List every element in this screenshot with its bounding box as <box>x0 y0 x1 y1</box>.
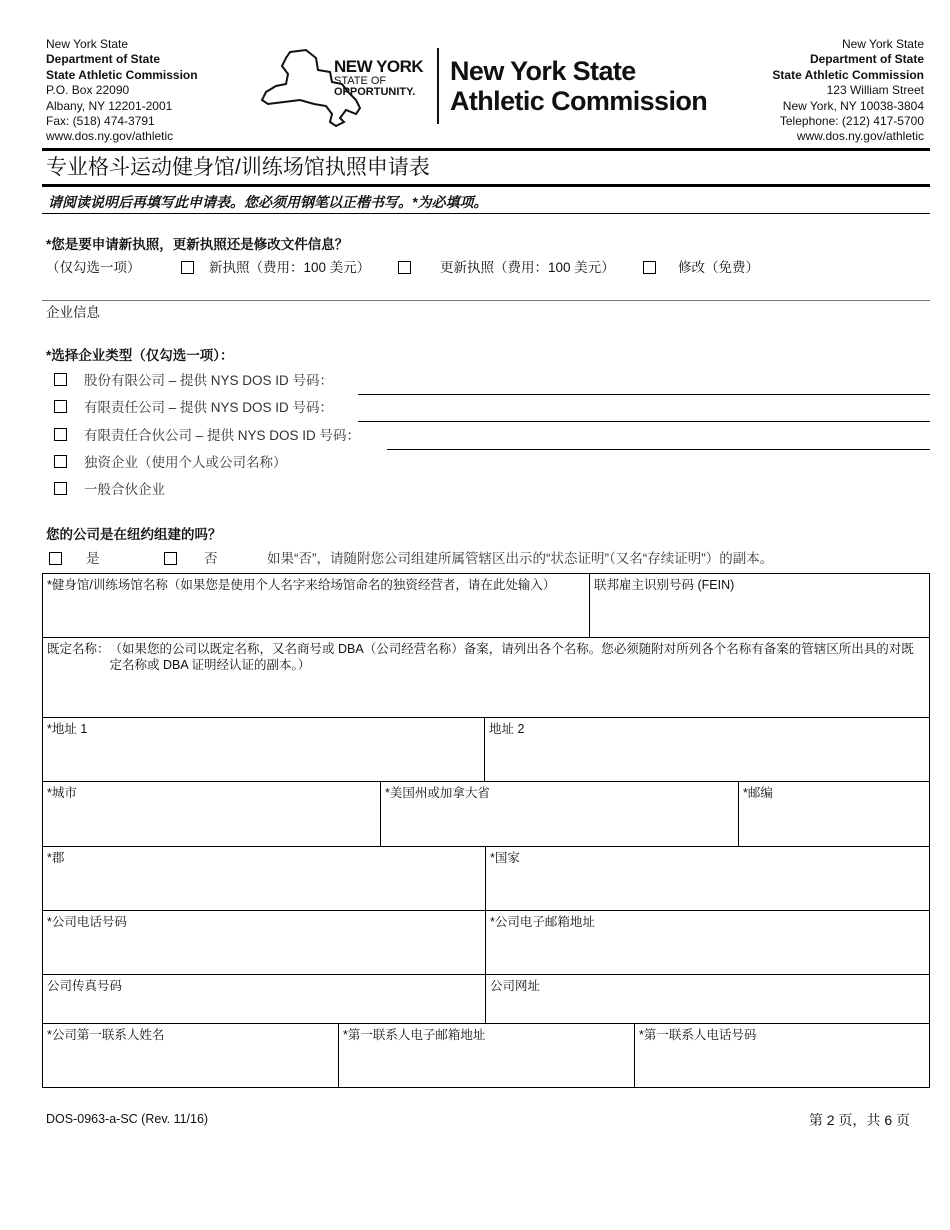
llp-checkbox[interactable] <box>54 428 67 441</box>
formed-in-ny-yes-label: 是 <box>86 551 100 566</box>
title-bottom-rule <box>42 184 930 187</box>
fax-field[interactable] <box>42 974 486 1024</box>
address1-field[interactable] <box>42 717 485 782</box>
sole-proprietorship-checkbox[interactable] <box>54 455 67 468</box>
state-label: *美国州或加拿大省 <box>385 786 490 800</box>
header-left-line: P.O. Box 22090 <box>46 83 130 98</box>
logo-title-line1: New York State <box>450 56 636 86</box>
logo-opportunity: OPPORTUNITY. <box>334 86 416 98</box>
gym-name-field[interactable] <box>42 573 590 638</box>
business-type-question: *选择企业类型（仅勾选一项）： <box>46 348 234 363</box>
modify-label: 修改（免费） <box>678 260 759 275</box>
state-field[interactable] <box>380 781 739 847</box>
form-title: 专业格斗运动健身馆/训练场馆执照申请表 <box>46 156 430 179</box>
logo-state-of: STATE OF <box>334 75 387 87</box>
address2-field[interactable] <box>484 717 930 782</box>
logo-title-line2: Athletic Commission <box>450 86 708 116</box>
assumed-name-field[interactable] <box>42 637 930 718</box>
llc-label: 有限责任公司 – 提供 NYS DOS ID 号码： <box>84 400 334 415</box>
city-field[interactable] <box>42 781 381 847</box>
formed-in-ny-question: 您的公司是在纽约组建的吗？ <box>46 527 222 542</box>
formed-in-ny-no-checkbox[interactable] <box>164 552 177 565</box>
form-id: DOS-0963-a-SC (Rev. 11/16) <box>46 1112 209 1126</box>
header-right-line: New York, NY 10038-3804 <box>782 98 924 113</box>
fax-label: 公司传真号码 <box>47 979 123 993</box>
corporation-checkbox[interactable] <box>54 373 67 386</box>
header-address-albany <box>46 37 198 145</box>
llc-dos-id-line[interactable] <box>358 421 930 422</box>
contact-phone-field[interactable] <box>634 1023 930 1088</box>
header-right-line: 123 William Street <box>826 83 924 98</box>
corporation-dos-id-line[interactable] <box>358 394 930 395</box>
business-info-heading: 企业信息 <box>46 305 100 320</box>
title-top-rule <box>42 148 930 151</box>
fein-label: 联邦雇主识别号码 (FEIN) <box>594 578 735 592</box>
general-partnership-checkbox[interactable] <box>54 482 67 495</box>
header-right-line: Department of State <box>809 52 924 67</box>
zip-label: *邮编 <box>743 786 773 800</box>
application-type-question: *您是要申请新执照，更新执照还是修改文件信息？ <box>46 237 349 252</box>
fein-field[interactable] <box>589 573 930 638</box>
application-type-hint: （仅勾选一项） <box>46 260 141 275</box>
header-right-line: State Athletic Commission <box>772 67 924 82</box>
formed-in-ny-yes-checkbox[interactable] <box>49 552 62 565</box>
address1-label: *地址 1 <box>47 722 88 736</box>
phone-field[interactable] <box>42 910 486 975</box>
country-label: *国家 <box>490 851 520 865</box>
header-address-nyc <box>772 37 924 145</box>
contact-phone-label: *第一联系人电话号码 <box>639 1028 757 1042</box>
new-license-checkbox[interactable] <box>181 261 194 274</box>
city-label: *城市 <box>47 786 77 800</box>
email-label: *公司电子邮箱地址 <box>490 915 595 929</box>
country-field[interactable] <box>485 846 930 911</box>
logo-new-york: NEW YORK <box>334 57 424 76</box>
llp-dos-id-line[interactable] <box>387 449 930 450</box>
contact-name-field[interactable] <box>42 1023 339 1088</box>
header-left-line: New York State <box>46 37 129 51</box>
header-right-line: Telephone: (212) 417-5700 <box>779 114 924 129</box>
header-left-line: Department of State <box>46 52 161 67</box>
logo-divider <box>437 48 439 124</box>
website-label: 公司网址 <box>490 979 541 993</box>
header-left-website: www.dos.ny.gov/athletic <box>46 129 174 144</box>
modify-checkbox[interactable] <box>643 261 656 274</box>
formed-in-ny-note: 如果“否”，请随附您公司组建所属管辖区出示的“状态证明”（又名“存续证明”）的副本。 <box>267 551 774 566</box>
county-field[interactable] <box>42 846 486 911</box>
county-label: *郡 <box>47 851 65 865</box>
address2-label: 地址 2 <box>489 722 525 736</box>
renew-license-checkbox[interactable] <box>398 261 411 274</box>
instructions-rule <box>42 213 930 214</box>
new-license-label: 新执照（费用：100 美元） <box>209 260 371 275</box>
general-partnership-label: 一般合伙企业 <box>84 482 165 497</box>
gym-name-label: *健身馆/训练场馆名称（如果您是使用个人名字来给场馆命名的独资经营者，请在此处输入） <box>47 578 556 592</box>
page-number: 第 2 页，共 6 页 <box>808 1112 910 1128</box>
assumed-name-label: 既定名称： <box>47 642 110 656</box>
contact-name-label: *公司第一联系人姓名 <box>47 1028 165 1042</box>
website-field[interactable] <box>485 974 930 1024</box>
renew-license-label: 更新执照（费用：100 美元） <box>440 260 615 275</box>
section-rule <box>42 300 930 301</box>
contact-email-field[interactable] <box>338 1023 635 1088</box>
header-right-line: New York State <box>841 37 924 51</box>
header-right-website: www.dos.ny.gov/athletic <box>796 129 924 144</box>
zip-field[interactable] <box>738 781 930 847</box>
header-left-line: Albany, NY 12201-2001 <box>46 98 173 113</box>
logo-title <box>450 56 707 116</box>
contact-email-label: *第一联系人电子邮箱地址 <box>343 1028 486 1042</box>
nys-athletic-commission-logo <box>260 46 720 128</box>
formed-in-ny-no-label: 否 <box>204 551 218 566</box>
header-left-line: Fax: (518) 474-3791 <box>46 114 155 129</box>
assumed-name-instructions: （如果您的公司以既定名称，又名商号或 DBA（公司经营名称）备案，请列出各个名称。您必须随附对所列各个名称有备案的管辖区所出具的对既定名称或 DBA 证明经认证的副本。） <box>109 642 914 672</box>
header-left-line: State Athletic Commission <box>46 67 198 82</box>
phone-label: *公司电话号码 <box>47 915 127 929</box>
llc-checkbox[interactable] <box>54 400 67 413</box>
llp-label: 有限责任合伙公司 – 提供 NYS DOS ID 号码： <box>84 428 361 443</box>
corporation-label: 股份有限公司 – 提供 NYS DOS ID 号码： <box>84 373 334 388</box>
email-field[interactable] <box>485 910 930 975</box>
form-instructions: 请阅读说明后再填写此申请表。您必须用钢笔以正楷书写。*为必填项。 <box>48 194 488 210</box>
sole-proprietorship-label: 独资企业（使用个人或公司名称） <box>84 455 287 470</box>
